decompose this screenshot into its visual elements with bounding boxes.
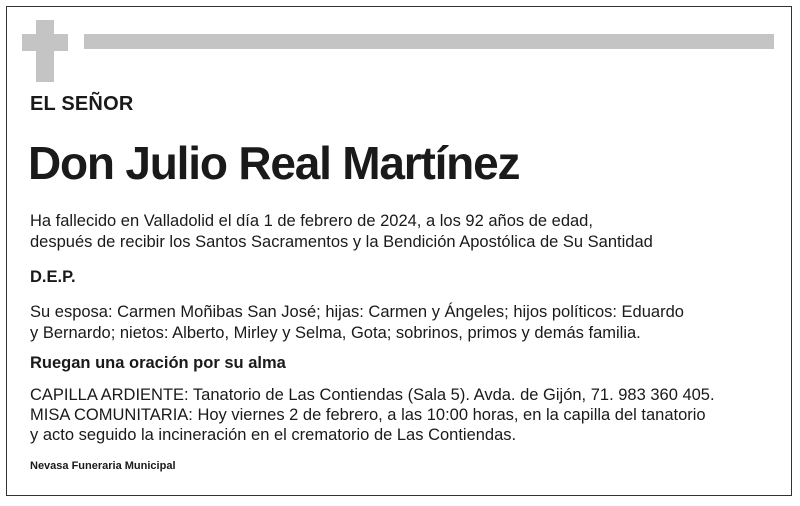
family-line-1: Su esposa: Carmen Moñibas San José; hijas: Carmen y Ángeles; hijos políticos: Eduardo [30, 303, 684, 321]
prayer-request: Ruegan una oración por su alma [30, 354, 286, 372]
death-announcement-line-1: Ha fallecido en Valladolid el día 1 de febrero de 2024, a los 92 años de edad, [30, 212, 593, 230]
header-divider-bar [84, 34, 774, 49]
cross-vertical-bar [36, 20, 54, 82]
title-prefix: EL SEÑOR [30, 93, 134, 115]
mass-info-line-2: y acto seguido la incineración en el crematorio de Las Contiendas. [30, 426, 517, 444]
funeral-home-credit: Nevasa Funeraria Municipal [30, 460, 176, 472]
cross-horizontal-bar [22, 34, 68, 51]
deceased-name: Don Julio Real Martínez [28, 137, 520, 189]
cross-icon [22, 20, 68, 82]
death-announcement-line-2: después de recibir los Santos Sacramentos y la Bendición Apostólica de Su Santidad [30, 233, 653, 251]
family-line-2: y Bernardo; nietos: Alberto, Mirley y Selma, Gota; sobrinos, primos y demás familia. [30, 324, 641, 342]
dep-label: D.E.P. [30, 268, 76, 286]
chapel-info: CAPILLA ARDIENTE: Tanatorio de Las Contiendas (Sala 5). Avda. de Gijón, 71. 983 360 405. [30, 386, 715, 404]
mass-info-line-1: MISA COMUNITARIA: Hoy viernes 2 de febrero, a las 10:00 horas, en la capilla del tanatorio [30, 406, 706, 424]
